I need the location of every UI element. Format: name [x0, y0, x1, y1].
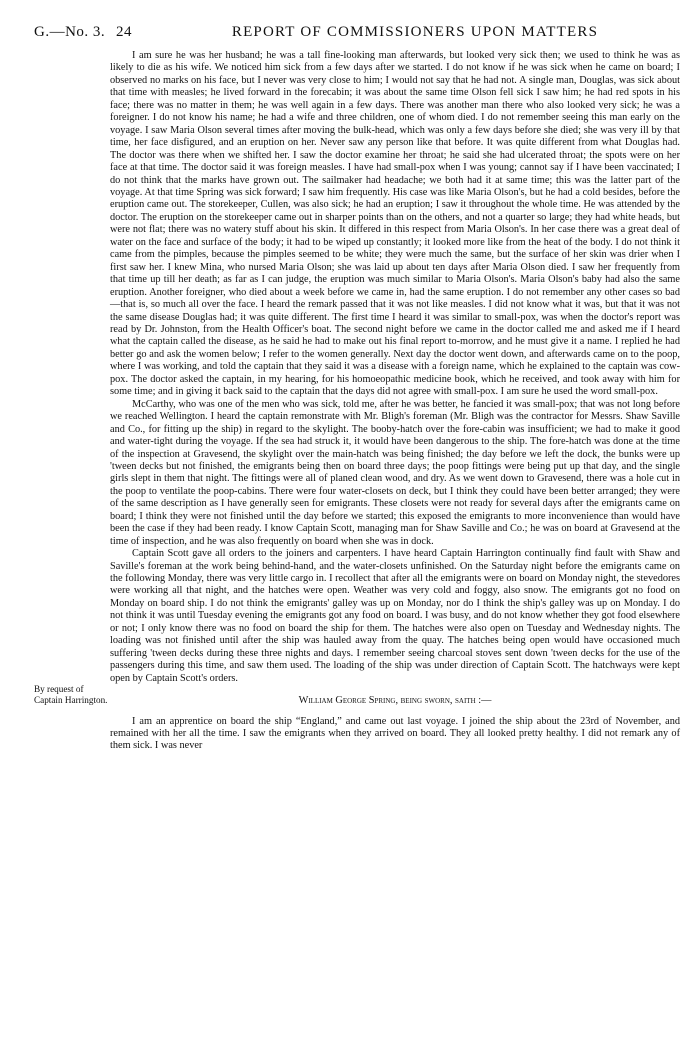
testimony-paragraph: I am an apprentice on board the ship “England,” and came out last voyage. I joined the ship about the 23rd of November, and remained with her all the time. I saw the emigrants when they arrived on board. They all looked pretty healthy. I did not remark any of them sick. I was never — [110, 715, 680, 752]
document-body — [110, 50, 680, 753]
testimony-paragraph: I am sure he was her husband; he was a tall fine-looking man afterwards, but looked very sick then; we used to think he was as likely to die as his wife. We noticed him sick from a few days after we started. I do not know if he was sick when he came on board; I observed no marks on his face, but I never was very close to him; I would not say that he had not. A single man, Douglas, was sick about that time with measles; he lived forward in the forecabin; it was about the same time Olson fell sick I saw him; he had red spots in his face; there was no matter in them; he was well again in a few days. There was another man there who also looked very sick; he was a foreigner. I do not know his name; he had a wife and three children, one of whom died. I do not remember seeing this man early on the voyage. I saw Maria Olson several times after moving the bulk-head, which was only a few days before she died; she was very ill by that time, her face disfigured, and an eruption on her. Never saw any person like that before. It was quite different from what Douglas had. The doctor was there when we shifted her. I saw the doctor examine her throat; he said she had ulcerated throat; the spots were on her face at that time. The doctor said it was foreign measles. I have had small-pox when I was young; cannot say if I have been vaccinated; I do not think that the marks have grown out. The sailmaker had headache; we both had it at same time; this was the latter part of the voyage. At that time Spring was sick forward; I saw him frequently. His case was like Maria Olson's, but he had a cold besides, before the eruption came out. The storekeeper, Cullen, was also sick; he had an eruption; I saw it throughout the whole time. He was attended by the doctor. The eruption on the storekeeper came out in sharper points than on the others, and not a quarter so large; they had white heads, but were not flat; there was no watery stuff about his skin. It differed in this respect from Maria Olson's. In her case there was a great deal of water on the face and surface of the body; it had to be wiped up constantly; it looked more like from the heat of the body. I do not think it came from the pimples, because the pimples seemed to be white; they were much the same, but the surface of her skin was drier when I first saw her. I knew Mina, who nursed Maria Olson; she was laid up about ten days after Maria Olson died. I saw her frequently from that time up till her death; as far as I can judge, the eruption was much similar to Maria Olson's. Maria Olson's baby had also the same eruption. Another foreigner, who died about a week before we came in, had the same eruption. I do not remember any other cases so bad—that is, so much all over the face. I heard the remark passed that it was not like measles. I did not know what it was, but that it was not the same disease Douglas had; it was quite different. The first time I heard it was similar to small-pox, was when the doctor's report was read by Dr. Johnston, from the Health Officer's boat. The second night before we came in the doctor called me and asked me if I heard what the captain called the disease, as he said he had to make out his final report to-morrow, and he must give it a name. I replied he had better go and ask the women below; I refer to the women generally. Next day the doctor went down, and afterwards came on to the poop, where I was working, and told the captain that they said it was a disease with a foreign name, which he explained to the captain was cow-pox. The doctor asked the captain, in my hearing, for his homoeopathic medicine book, which he received, and took away with him for some time; and in giving it back said to the captain that the days did not agree with small-pox. I am sure he used the word small-pox. — [110, 50, 680, 398]
page-header — [34, 24, 666, 44]
margin-note: By request of Captain Harrington. — [34, 684, 108, 705]
document-number: G.—No. 3. — [34, 24, 106, 40]
testimony-paragraph: Captain Scott gave all orders to the joiners and carpenters. I have heard Captain Harrington continually find fault with Shaw and Saville's foreman at the work being behind-hand, and the water-closets unfinished. On the Saturday night before the emigrants came on the following Monday, there was very little cargo in. I recollect that after all the emigrants were on board on Monday night, the stevedores were working all that night, and the hatches were open. Weather was very cold and foggy, also snow. The emigrants got no food on Monday on board ship. I do not think the emigrants' galley was up on Monday, nor do I think the ship's galley was up on Monday. I do not think it was until Tuesday evening the emigrants got any food on board. I was busy, and do not know whether they got food elsewhere or not; I only know there was no food on board the ship for them. The hatches were also open on Tuesday and Wednesday nights. The loading was not finished until after the ship was hauled away from the quay. The hatches being open would have occasioned much suffering 'tween decks during these three nights and days. I remember seeing charcoal stoves sent down 'tween decks for the use of the passengers during this time, and saw them used. The loading of the ship was under direction of Captain Scott. The hatchways were kept open by Captain Scott's orders. — [110, 548, 680, 684]
running-title: REPORT OF COMMISSIONERS UPON MATTERS — [231, 24, 599, 40]
witness-heading: William George Spring, being sworn, saith :— — [298, 695, 492, 707]
page-number: 24 — [116, 24, 132, 40]
testimony-paragraph: McCarthy, who was one of the men who was sick, told me, after he was better, he fancied it was small-pox; that was not long before we reached Wellington. I heard the captain remonstrate with Mr. Bligh's foreman (Mr. Bligh was the contractor for Messrs. Shaw Saville and Co., for fitting up the ship) in regard to the skylight. The booby-hatch over the fore-cabin was insufficient; we had to make it good and water-tight during the voyage. If the sea had struck it, it would have been dangerous to the ship. The fore-hatch was done at the time of the inspection at Gravesend, the skylight over the main-hatch was being finished; the day before we left the dock, the bunks were up 'tween decks but not finished, the emigrants being then on board three days; the poop fittings were being put up that day, and the single girls slept in them that night. The fittings were all of planed clean wood, and dry. As we went down to Gravesend, there was a hole cut in the poop to ventilate the poop-cabins. There were four water-closets on deck, but I think they could have been better arranged; they were of the same description as I have generally seen for emigrants. These closets were not ready for several days after the emigrants came on board; I think they were not finished until the day before we started; this exposed the emigrants to more inconvenience than would have been the case if they had been ready. I know Captain Scott, managing man for Shaw Saville and Co.; he was on board at Gravesend at the time of inspection, and he was also frequently on board when she was in dock. — [110, 398, 680, 547]
